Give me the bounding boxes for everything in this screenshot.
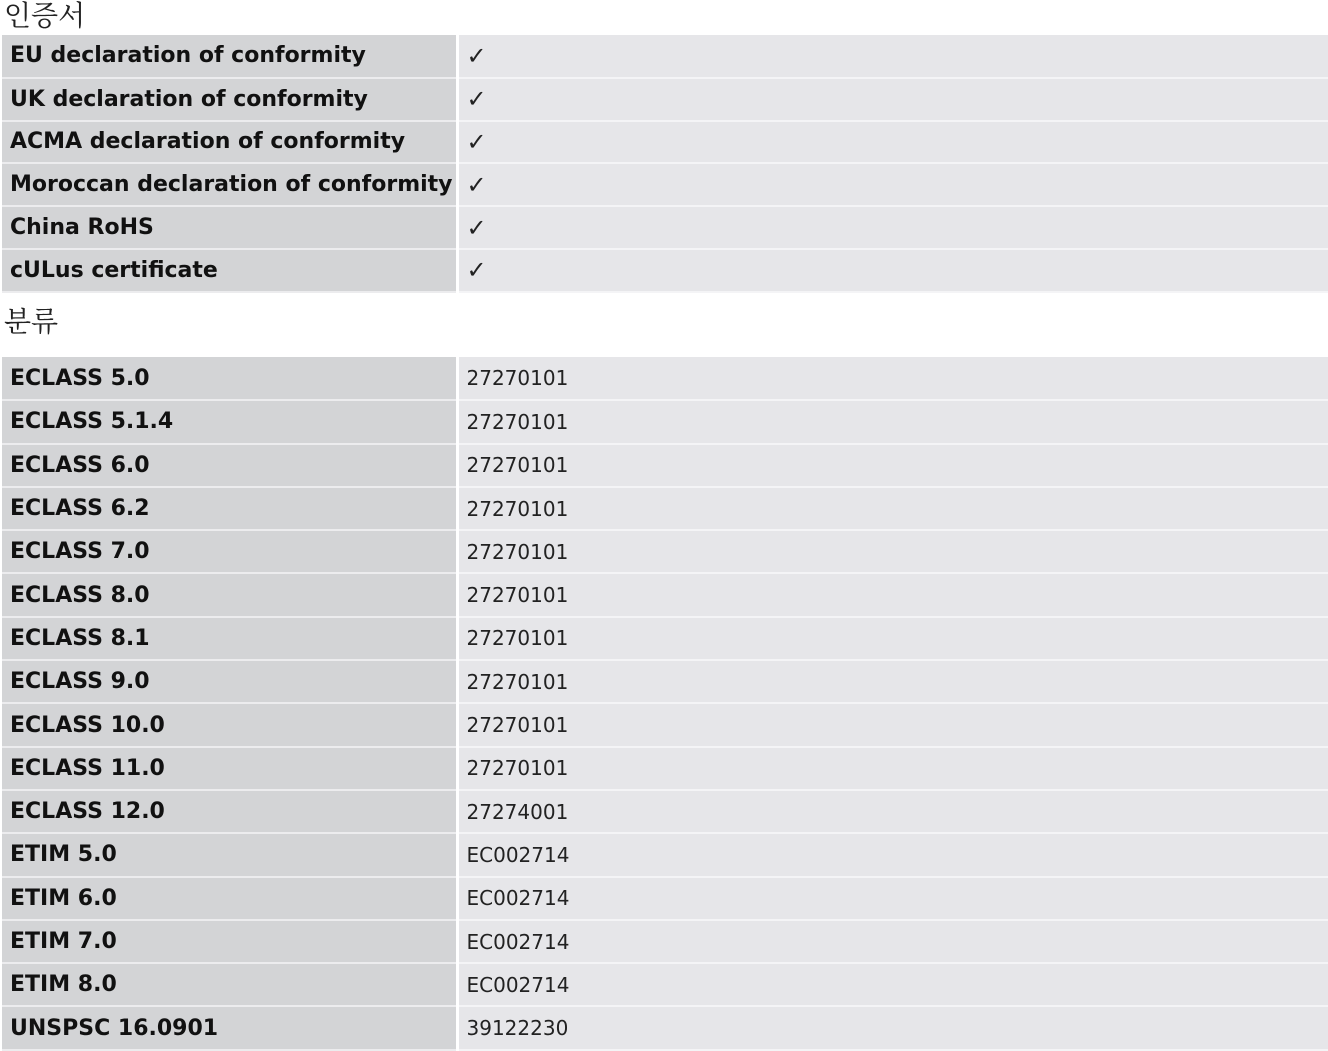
row-label: ECLASS 6.0 (2, 444, 457, 487)
row-value: EC002714 (457, 877, 1328, 920)
checkmark-icon: ✓ (457, 163, 1328, 206)
checkmark-icon: ✓ (457, 35, 1328, 78)
row-label: ETIM 5.0 (2, 833, 457, 876)
row-label: ECLASS 12.0 (2, 790, 457, 833)
table-row (2, 747, 1328, 790)
table-row (2, 163, 1328, 206)
row-label: Moroccan declaration of conformity (2, 163, 457, 206)
row-label: ECLASS 5.1.4 (2, 400, 457, 443)
checkmark-icon: ✓ (457, 249, 1328, 292)
table-row (2, 249, 1328, 292)
table-row (2, 703, 1328, 746)
table-row (2, 530, 1328, 573)
table-row (2, 660, 1328, 703)
checkmark-icon: ✓ (457, 78, 1328, 121)
checkmark-icon: ✓ (457, 121, 1328, 164)
row-value: 27274001 (457, 790, 1328, 833)
certificates-heading: 인증서 (4, 0, 86, 32)
table-row (2, 487, 1328, 530)
row-value: 27270101 (457, 617, 1328, 660)
row-label: EU declaration of conformity (2, 35, 457, 78)
row-label: ECLASS 11.0 (2, 747, 457, 790)
table-row (2, 963, 1328, 1006)
row-label: ETIM 6.0 (2, 877, 457, 920)
row-value: 27270101 (457, 530, 1328, 573)
row-label: ETIM 8.0 (2, 963, 457, 1006)
row-value: 27270101 (457, 357, 1328, 400)
row-value: EC002714 (457, 963, 1328, 1006)
table-row (2, 920, 1328, 963)
row-label: ECLASS 10.0 (2, 703, 457, 746)
row-label: ECLASS 9.0 (2, 660, 457, 703)
row-label: ECLASS 6.2 (2, 487, 457, 530)
row-value: 27270101 (457, 747, 1328, 790)
table-row (2, 400, 1328, 443)
table-row (2, 121, 1328, 164)
table-row (2, 573, 1328, 616)
row-value: EC002714 (457, 833, 1328, 876)
row-label: ECLASS 5.0 (2, 357, 457, 400)
table-row (2, 790, 1328, 833)
table-row (2, 206, 1328, 249)
row-label: UK declaration of conformity (2, 78, 457, 121)
row-label: cULus certificate (2, 249, 457, 292)
row-value: 27270101 (457, 660, 1328, 703)
table-row (2, 833, 1328, 876)
certificates-table-body (2, 35, 1328, 292)
table-row (2, 1006, 1328, 1049)
row-label: ETIM 7.0 (2, 920, 457, 963)
row-value: 27270101 (457, 573, 1328, 616)
row-label: ECLASS 7.0 (2, 530, 457, 573)
table-row (2, 78, 1328, 121)
checkmark-icon: ✓ (457, 206, 1328, 249)
row-value: EC002714 (457, 920, 1328, 963)
table-row (2, 357, 1328, 400)
table-row (2, 444, 1328, 487)
row-label: China RoHS (2, 206, 457, 249)
certificates-table (2, 35, 1328, 293)
classifications-table-body (2, 357, 1328, 1050)
classifications-heading: 분류 (4, 305, 59, 338)
row-label: UNSPSC 16.0901 (2, 1006, 457, 1049)
table-row (2, 35, 1328, 78)
row-value: 39122230 (457, 1006, 1328, 1049)
row-label: ECLASS 8.0 (2, 573, 457, 616)
row-label: ACMA declaration of conformity (2, 121, 457, 164)
row-value: 27270101 (457, 487, 1328, 530)
classifications-table (2, 357, 1328, 1051)
row-value: 27270101 (457, 400, 1328, 443)
table-row (2, 617, 1328, 660)
row-value: 27270101 (457, 444, 1328, 487)
row-label: ECLASS 8.1 (2, 617, 457, 660)
table-row (2, 877, 1328, 920)
row-value: 27270101 (457, 703, 1328, 746)
